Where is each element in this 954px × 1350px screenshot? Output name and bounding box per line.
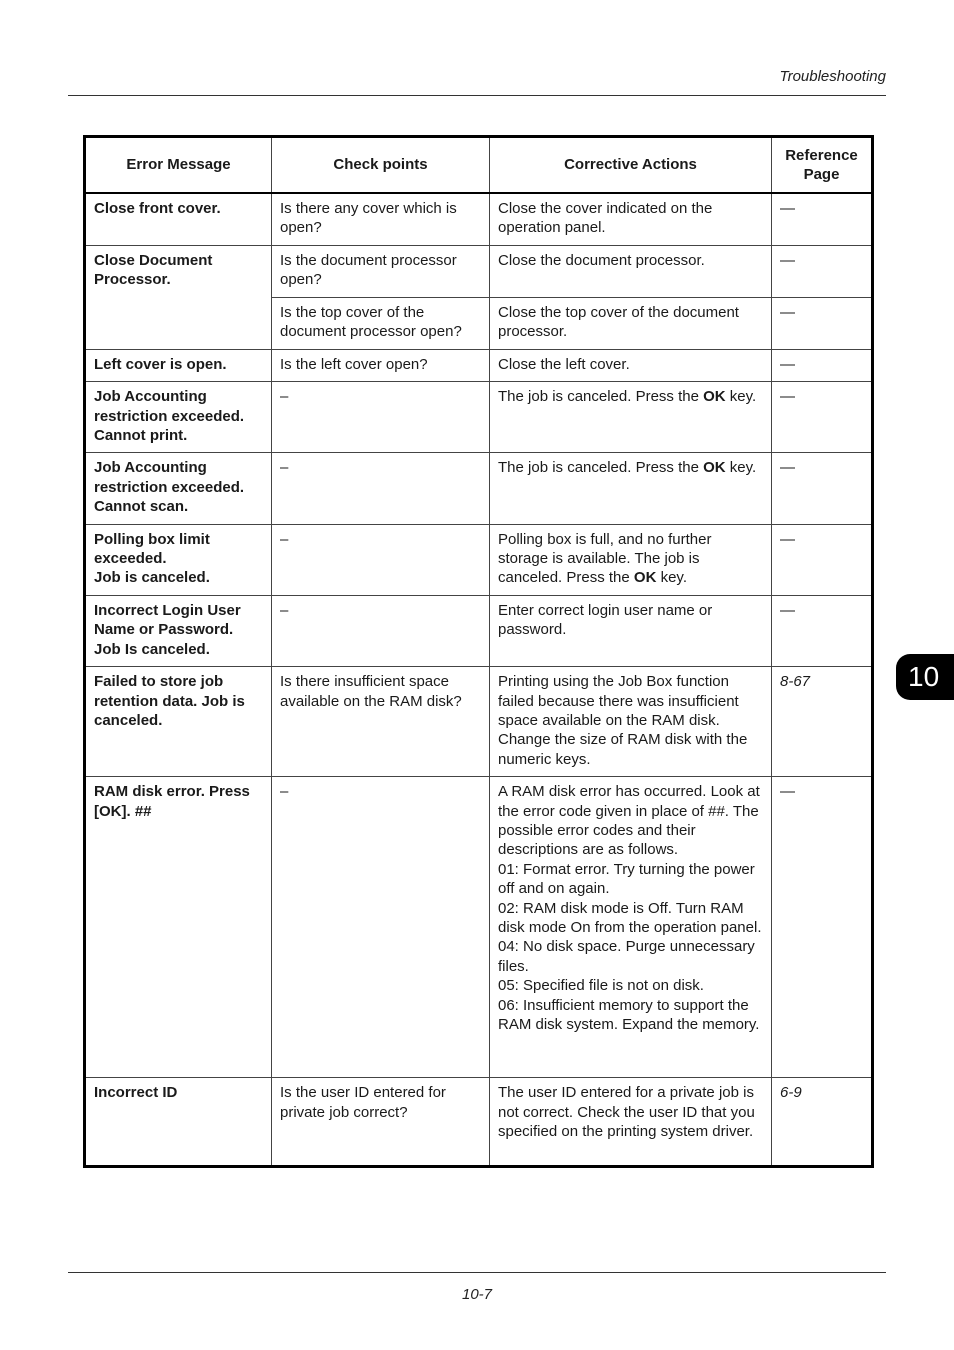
corrective-action: Close the left cover.	[490, 349, 772, 381]
running-header: Troubleshooting	[779, 68, 886, 85]
corrective-action: Close the document processor.	[490, 245, 772, 297]
reference-page-link[interactable]: 6-9	[772, 1078, 873, 1167]
error-message: Close Document Processor.	[85, 245, 272, 349]
reference-page: —	[772, 524, 873, 595]
header-error-message: Error Message	[85, 137, 272, 194]
reference-page: —	[772, 595, 873, 666]
action-line: 01: Format error. Try turning the power off and on again.	[498, 860, 755, 898]
corrective-action	[490, 524, 772, 595]
reference-page: —	[772, 193, 873, 245]
action-line: 04: No disk space. Purge unnecessary files.	[498, 938, 755, 975]
reference-page: —	[772, 382, 873, 453]
ok-key-label: OK	[703, 459, 726, 477]
check-point: Is the top cover of the document processor open?	[272, 297, 490, 349]
corrective-action: The user ID entered for a private job is not correct. Check the user ID that you specified on the printing system driver.	[490, 1078, 772, 1167]
message-line: Job Is canceled.	[94, 640, 210, 658]
table-row	[85, 193, 873, 245]
check-point: –	[272, 382, 490, 453]
error-message: Left cover is open.	[85, 349, 272, 381]
action-text: key.	[656, 569, 687, 587]
corrective-action: Close the top cover of the document processor.	[490, 297, 772, 349]
message-line: Polling box limit exceeded.	[94, 530, 210, 568]
error-message-table	[83, 135, 874, 1168]
action-text: The job is canceled. Press the	[498, 459, 704, 477]
header-corrective-actions: Corrective Actions	[490, 137, 772, 194]
table-row	[85, 382, 873, 453]
action-line: 05: Specified file is not on disk.	[498, 977, 704, 995]
table-header-row	[85, 137, 873, 194]
reference-page: —	[772, 453, 873, 524]
header-divider	[68, 95, 886, 96]
action-line: A RAM disk error has occurred. Look at the error code given in place of ##. The possible error codes and their descriptions are as follows.	[498, 783, 760, 859]
error-message: Failed to store job retention data. Job is canceled.	[85, 667, 272, 777]
check-point: Is there insufficient space available on the RAM disk?	[272, 667, 490, 777]
error-message: RAM disk error. Press [OK]. ##	[85, 777, 272, 1078]
table-row	[85, 595, 873, 666]
error-message: Incorrect ID	[85, 1078, 272, 1167]
corrective-action: Printing using the Job Box function failed because there was insufficient space available on the RAM disk. Change the size of RAM disk with the numeric keys.	[490, 667, 772, 777]
footer-divider	[68, 1272, 886, 1273]
table-row	[85, 1078, 873, 1167]
corrective-action	[490, 382, 772, 453]
error-message: Job Accounting restriction exceeded. Cannot scan.	[85, 453, 272, 524]
action-text: key.	[725, 388, 757, 406]
corrective-action	[490, 777, 772, 1078]
header-check-points: Check points	[272, 137, 490, 194]
table-row	[85, 777, 873, 1078]
action-text: Polling box is full, and no further storage is available. The job is canceled. Press the	[498, 530, 712, 587]
action-text: The job is canceled. Press the	[498, 388, 704, 406]
message-line: Job is canceled.	[94, 569, 210, 587]
action-text: key.	[725, 459, 757, 477]
corrective-action: Close the cover indicated on the operation panel.	[490, 193, 772, 245]
check-point: –	[272, 453, 490, 524]
reference-page: —	[772, 349, 873, 381]
reference-page-link[interactable]: 8-67	[772, 667, 873, 777]
check-point: –	[272, 595, 490, 666]
error-message: Close front cover.	[85, 193, 272, 245]
reference-page: —	[772, 777, 873, 1078]
corrective-action: Enter correct login user name or password.	[490, 595, 772, 666]
ok-key-label: OK	[703, 388, 726, 406]
message-line: Incorrect Login User Name or Password.	[94, 601, 241, 639]
table-row	[85, 524, 873, 595]
error-message: Job Accounting restriction exceeded. Cannot print.	[85, 382, 272, 453]
action-line: 06: Insufficient memory to support the RAM disk system. Expand the memory.	[498, 996, 760, 1033]
chapter-tab: 10	[896, 654, 954, 700]
error-message	[85, 524, 272, 595]
table-row	[85, 349, 873, 381]
reference-page: —	[772, 245, 873, 297]
page-number: 10-7	[461, 1286, 493, 1303]
error-message	[85, 595, 272, 666]
header-reference-page: Reference Page	[772, 137, 873, 194]
check-point: –	[272, 777, 490, 1078]
check-point: Is the left cover open?	[272, 349, 490, 381]
ok-key-label: OK	[633, 569, 657, 587]
table-row	[85, 667, 873, 777]
reference-page: —	[772, 297, 873, 349]
corrective-action	[490, 453, 772, 524]
check-point: Is the document processor open?	[272, 245, 490, 297]
check-point: Is the user ID entered for private job correct?	[272, 1078, 490, 1167]
check-point: Is there any cover which is open?	[272, 193, 490, 245]
table-row	[85, 245, 873, 297]
table-row	[85, 453, 873, 524]
action-line: 02: RAM disk mode is Off. Turn RAM disk mode On from the operation panel.	[498, 899, 762, 936]
check-point: –	[272, 524, 490, 595]
